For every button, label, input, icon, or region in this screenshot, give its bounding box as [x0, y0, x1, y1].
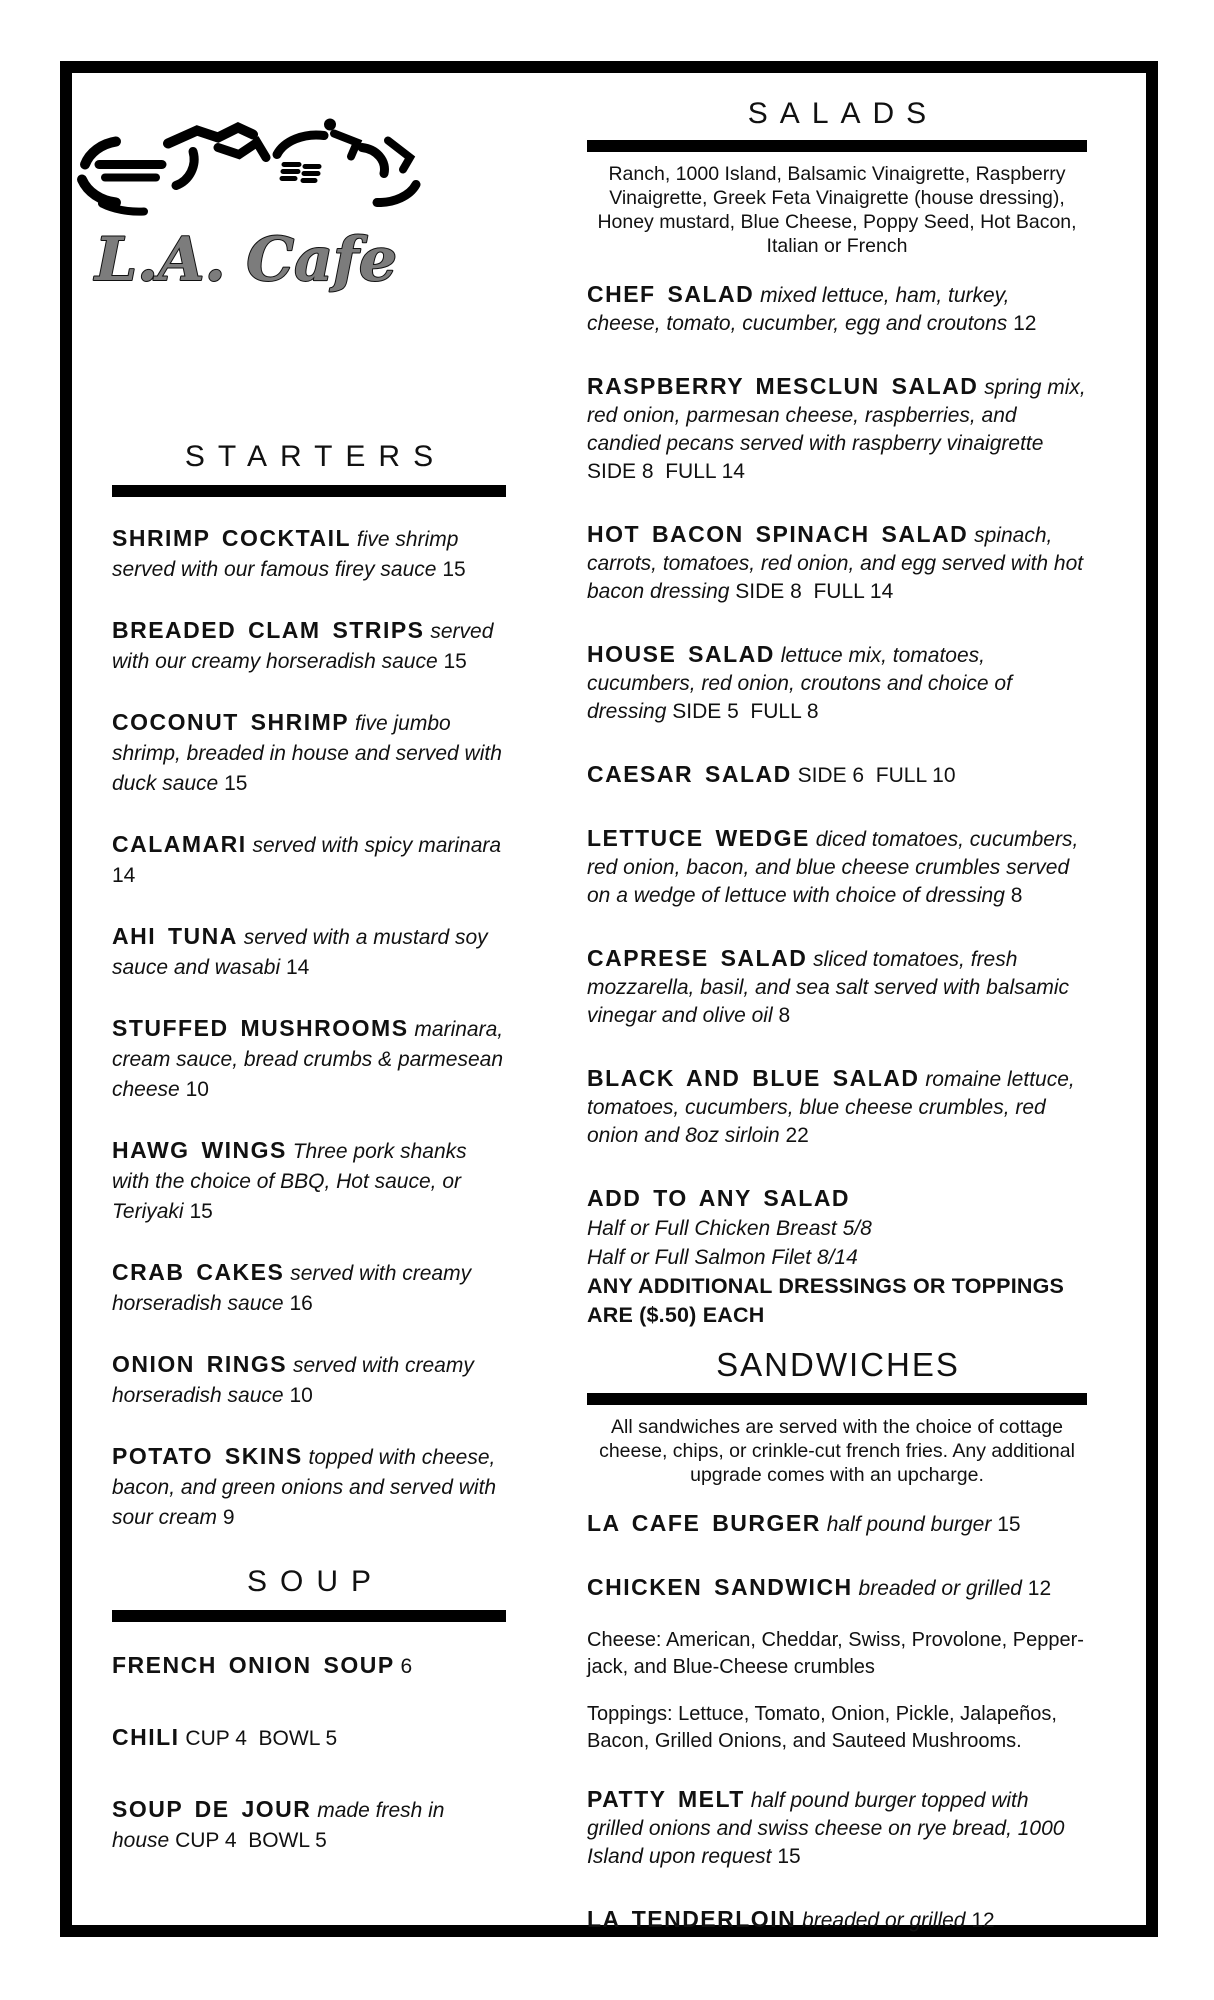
sandwiches-rule	[587, 1393, 1087, 1405]
item-price: 15	[997, 1513, 1021, 1536]
menu-item-coconut-shrimp	[112, 707, 506, 799]
menu-item-chicken-sandwich	[587, 1573, 1087, 1603]
item-desc: romaine lettuce, tomatoes, cucumbers, blue cheese crumbles, red onion and 8oz sirloin	[587, 1068, 1075, 1147]
menu-item-shrimp-cocktail	[112, 523, 506, 585]
soup-rule	[112, 1610, 506, 1622]
brand-logo	[76, 214, 416, 310]
item-price: SIDE 8 FULL 14	[735, 580, 894, 603]
item-name: PATTY MELT	[587, 1786, 745, 1812]
item-price: 6	[400, 1655, 413, 1678]
menu-item-la-cafe-burger	[587, 1509, 1087, 1539]
item-desc: served with creamy horseradish sauce	[112, 1262, 472, 1315]
item-desc: five jumbo shrimp, breaded in house and served with duck sauce	[112, 712, 502, 795]
menu-item-chili	[112, 1722, 506, 1754]
item-desc: half pound burger topped with grilled onions and swiss cheese on rye bread, 1000 Island upon request	[587, 1789, 1065, 1868]
addon-title: ADD TO ANY SALAD	[587, 1185, 851, 1211]
salads-rule	[587, 140, 1087, 152]
item-name: FRENCH ONION SOUP	[112, 1652, 395, 1678]
addon-note-line1: ANY ADDITIONAL DRESSINGS OR TOPPINGS	[587, 1274, 1065, 1298]
menu-item-soup-de-jour	[112, 1794, 506, 1856]
right-column	[587, 97, 1087, 1935]
item-desc: made fresh in house	[112, 1799, 445, 1852]
item-name: CHEF SALAD	[587, 281, 755, 307]
item-price: SIDE 6 FULL 10	[797, 764, 956, 787]
addon-title-line	[587, 1184, 1087, 1214]
menu-item-stuffed-mushrooms	[112, 1013, 506, 1105]
item-desc: served with spicy marinara	[252, 834, 502, 857]
menu-item-hot-bacon-spinach-salad	[587, 520, 1087, 606]
item-name: HOUSE SALAD	[587, 641, 775, 667]
addon-salmon-line: Half or Full Salmon Filet 8/14	[587, 1246, 858, 1269]
menu-item-raspberry-mesclun-salad	[587, 372, 1087, 486]
item-name: CALAMARI	[112, 831, 247, 857]
menu-item-crab-cakes	[112, 1257, 506, 1319]
item-name: BLACK AND BLUE SALAD	[587, 1065, 920, 1091]
item-name: COCONUT SHRIMP	[112, 709, 350, 735]
menu-item-potato-skins	[112, 1441, 506, 1533]
item-name: RASPBERRY MESCLUN SALAD	[587, 373, 979, 399]
item-desc: served with creamy horseradish sauce	[112, 1354, 474, 1407]
menu-item-calamari	[112, 829, 506, 891]
item-price: SIDE 5 FULL 8	[672, 700, 819, 723]
starters-title: STARTERS	[184, 440, 447, 473]
cheese-options-note: Cheese: American, Cheddar, Swiss, Provolone, Pepper-jack, and Blue-Cheese crumbles	[587, 1629, 1084, 1678]
item-desc: diced tomatoes, cucumbers, red onion, bacon, and blue cheese crumbles served on a wedge of lettuce with choice of dressing	[587, 828, 1079, 907]
item-desc: lettuce mix, tomatoes, cucumbers, red onion, croutons and choice of dressing	[587, 644, 1012, 723]
item-name: CAPRESE SALAD	[587, 945, 808, 971]
item-desc: five shrimp served with our famous firey sauce	[112, 528, 459, 581]
item-price: 15	[189, 1200, 213, 1223]
item-desc: topped with cheese, bacon, and green onions and served with sour cream	[112, 1446, 497, 1529]
item-desc: breaded or grilled	[858, 1577, 1022, 1600]
menu-item-la-tenderloin	[587, 1905, 1087, 1935]
item-name: BREADED CLAM STRIPS	[112, 617, 425, 643]
item-price: 14	[112, 864, 136, 887]
item-name: CRAB CAKES	[112, 1259, 285, 1285]
item-name: POTATO SKINS	[112, 1443, 303, 1469]
menu-item-patty-melt	[587, 1785, 1087, 1871]
soup-title: SOUP	[246, 1565, 385, 1598]
item-price: 14	[285, 956, 310, 979]
item-name: SHRIMP COCKTAIL	[112, 525, 352, 551]
item-price: 15	[777, 1845, 801, 1868]
item-desc: breaded or grilled	[802, 1909, 966, 1932]
item-name: SOUP DE JOUR	[112, 1796, 312, 1822]
item-name: AHI TUNA	[112, 923, 238, 949]
menu-item-house-salad	[587, 640, 1087, 726]
menu-item-black-and-blue-salad	[587, 1064, 1087, 1150]
item-desc: Three pork shanks with the choice of BBQ, Hot sauce, or Teriyaki	[112, 1140, 467, 1223]
item-name: STUFFED MUSHROOMS	[112, 1015, 409, 1041]
item-price: 12	[1027, 1577, 1052, 1600]
item-price: SIDE 8 FULL 14	[587, 460, 745, 483]
item-name: LETTUCE WEDGE	[587, 825, 810, 851]
addon-chicken-line: Half or Full Chicken Breast 5/8	[587, 1217, 872, 1240]
dressings-note: Ranch, 1000 Island, Balsamic Vinaigrette, Raspberry Vinaigrette, Greek Feta Vinaigrette (house dressing), Honey mustard, Blue Cheese, Poppy Seed, Hot Bacon, Italian or French	[597, 163, 1077, 257]
item-price: 10	[185, 1078, 209, 1101]
menu-item-hawg-wings	[112, 1135, 506, 1227]
salads-title: SALADS	[747, 97, 939, 130]
item-name: HOT BACON SPINACH SALAD	[587, 521, 969, 547]
menu-item-chef-salad	[587, 280, 1087, 338]
toppings-options-note: Toppings: Lettuce, Tomato, Onion, Pickle, Jalapeños, Bacon, Grilled Onions, and Sauteed Mushrooms.	[587, 1703, 1057, 1752]
menu-item-caesar-salad	[587, 760, 1087, 790]
left-column	[112, 440, 506, 1856]
sandwiches-title: SANDWICHES	[716, 1346, 960, 1383]
item-price: 10	[289, 1384, 313, 1407]
item-name: ONION RINGS	[112, 1351, 288, 1377]
menu-item-ahi-tuna	[112, 921, 506, 983]
menu-item-onion-rings	[112, 1349, 506, 1411]
menu-item-lettuce-wedge	[587, 824, 1087, 910]
sandwiches-note: All sandwiches are served with the choice of cottage cheese, chips, or crinkle-cut french fries. Any additional upgrade comes with an upcharge.	[599, 1416, 1075, 1486]
item-name: CHICKEN SANDWICH	[587, 1574, 853, 1600]
item-desc: spinach, carrots, tomatoes, red onion, and egg served with hot bacon dressing	[587, 524, 1084, 603]
item-price: 12	[971, 1909, 995, 1932]
item-name: HAWG WINGS	[112, 1137, 287, 1163]
item-desc: marinara, cream sauce, bread crumbs & parmesean cheese	[112, 1018, 504, 1101]
menu-item-french-onion-soup	[112, 1650, 506, 1682]
item-desc: sliced tomatoes, fresh mozzarella, basil, and sea salt served with balsamic vinegar and olive oil	[587, 948, 1070, 1027]
menu-item-breaded-clam-strips	[112, 615, 506, 677]
starters-rule	[112, 485, 506, 497]
item-desc: spring mix, red onion, parmesan cheese, raspberries, and candied pecans served with raspberry vinaigrette	[587, 376, 1086, 455]
item-price: CUP 4 BOWL 5	[185, 1727, 338, 1750]
item-price: 12	[1013, 312, 1037, 335]
item-name: LA TENDERLOIN	[587, 1906, 797, 1932]
item-price: 15	[443, 650, 467, 673]
item-desc: served with a mustard soy sauce and wasabi	[112, 926, 488, 979]
item-price: 15	[442, 558, 466, 581]
menu-item-caprese-salad	[587, 944, 1087, 1030]
item-desc: half pound burger	[826, 1513, 992, 1536]
item-desc: served with our creamy horseradish sauce	[112, 620, 494, 673]
item-price: 8	[1010, 884, 1023, 907]
item-price: 8	[778, 1004, 791, 1027]
add-to-any-salad-block	[587, 1184, 1087, 1330]
brand-name: L.A. Cafe	[94, 225, 398, 295]
item-price: CUP 4 BOWL 5	[175, 1829, 327, 1852]
item-desc: mixed lettuce, ham, turkey, cheese, tomato, cucumber, egg and croutons	[587, 284, 1010, 335]
item-price: 9	[222, 1506, 235, 1529]
item-price: 15	[224, 772, 248, 795]
item-name: CAESAR SALAD	[587, 761, 792, 787]
item-price: 22	[785, 1124, 809, 1147]
item-name: LA CAFE BURGER	[587, 1510, 821, 1536]
item-name: CHILI	[112, 1724, 180, 1750]
addon-note-line2: ARE ($.50) EACH	[587, 1303, 765, 1327]
item-price: 16	[289, 1292, 313, 1315]
